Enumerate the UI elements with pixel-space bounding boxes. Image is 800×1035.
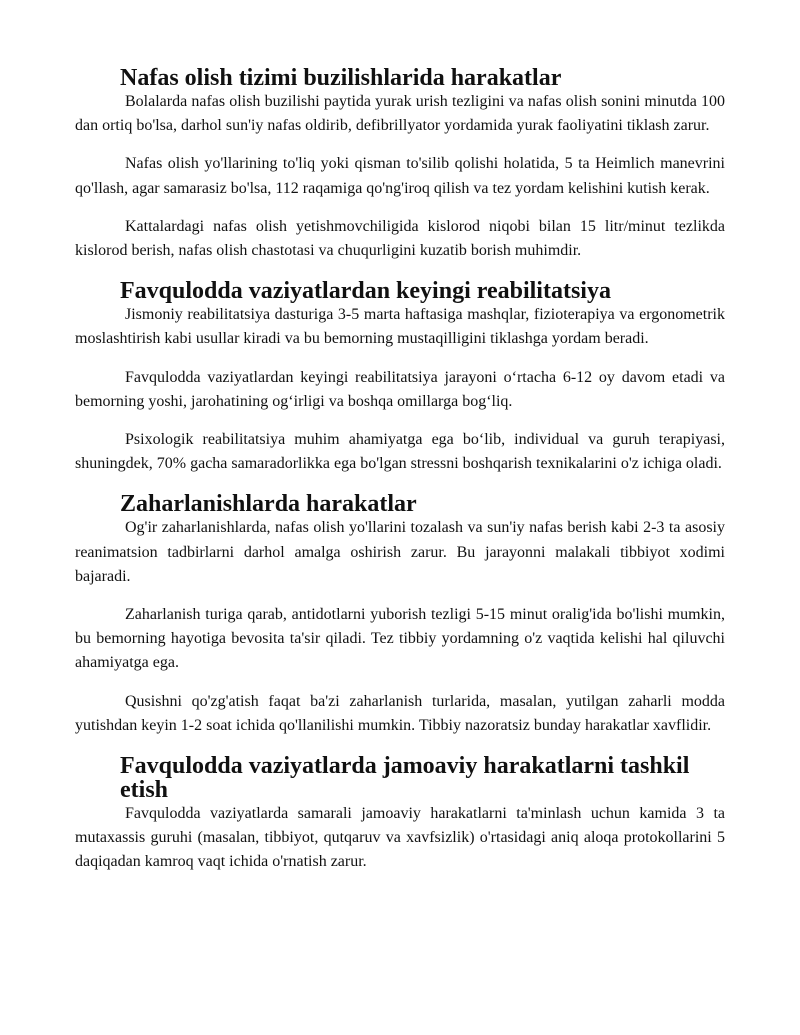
section-poisoning [75, 492, 725, 738]
section-heading: Nafas olish tizimi buzilishlarida harakatlar [120, 65, 562, 91]
paragraph: Qusishni qo'zg'atish faqat ba'zi zaharlanish turlarida, masalan, yutilgan zaharli modda yutishdan keyin 1-2 soat ichida qo'llanilishi mumkin. Tibbiy nazoratsiz bunday harakatlar xavflidir. [75, 692, 725, 734]
section-heading: Favqulodda vaziyatlardan keyingi reabilitatsiya [120, 278, 611, 305]
paragraph: Psixologik reabilitatsiya muhim ahamiyatga ega bo‘lib, individual va guruh terapiyasi, shuningdek, 70% gacha samaradorlikka ega bo'lgan stressni boshqarish texnikalarini o'z ichiga oladi. [75, 431, 725, 473]
section-teamwork [75, 754, 725, 875]
section-heading: Zaharlanishlarda harakatlar [120, 491, 417, 518]
section-breathing [75, 66, 725, 263]
section-heading: Favqulodda vaziyatlarda jamoaviy harakatlarni tashkil etish [120, 753, 690, 804]
paragraph: Favqulodda vaziyatlarda samarali jamoaviy harakatlarni ta'minlash uchun kamida 3 ta mutaxassis guruhi (masalan, tibbiyot, qutqaruv va xavfsizlik) o'rtasidagi aniq aloqa protokollarini 5 daqiqadan kamroq vaqt ichida o'rnatish zarur. [75, 805, 725, 871]
section-rehabilitation [75, 279, 725, 476]
document-page [75, 66, 725, 875]
paragraph: Nafas olish yo'llarining to'liq yoki qisman to'silib qolishi holatida, 5 ta Heimlich manevrini qo'llash, agar samarasiz bo'lsa, 112 raqamiga qo'ng'iroq qilish va tez yordam kelishini kutish kerak. [75, 155, 725, 197]
paragraph: Favqulodda vaziyatlardan keyingi reabilitatsiya jarayoni o‘rtacha 6-12 oy davom etadi va bemorning yoshi, jarohatining og‘irligi va boshqa omillarga bog‘liq. [75, 368, 725, 410]
paragraph: Kattalardagi nafas olish yetishmovchiligida kislorod niqobi bilan 15 litr/minut tezlikda kislorod berish, nafas olish chastotasi va chuqurligini kuzatib borish muhimdir. [75, 217, 725, 260]
paragraph: Bolalarda nafas olish buzilishi paytida yurak urish tezligini va nafas olish sonini minutda 100 dan ortiq bo'lsa, darhol sun'iy nafas oldirib, defibrillyator yordamida yurak faoliyatini tiklash zarur. [75, 93, 725, 135]
paragraph: Zaharlanish turiga qarab, antidotlarni yuborish tezligi 5-15 minut oralig'ida bo'lishi mumkin, bu bemorning hayotiga bevosita ta'sir qiladi. Tez tibbiy yordamning o'z vaqtida kelishi hal qiluvchi ahamiyatga ega. [75, 606, 725, 672]
paragraph: Og'ir zaharlanishlarda, nafas olish yo'llarini tozalash va sun'iy nafas berish kabi 2-3 ta asosiy reanimatsion tadbirlarni darhol amalga oshirish zarur. Bu jarayonni malakali tibbiyot xodimi bajaradi. [75, 519, 725, 585]
paragraph: Jismoniy reabilitatsiya dasturiga 3-5 marta haftasiga mashqlar, fizioterapiya va ergonometrik moslashtirish kabi usullar kiradi va bu bemorning mustaqilligini tiklashga yordam beradi. [75, 306, 725, 348]
